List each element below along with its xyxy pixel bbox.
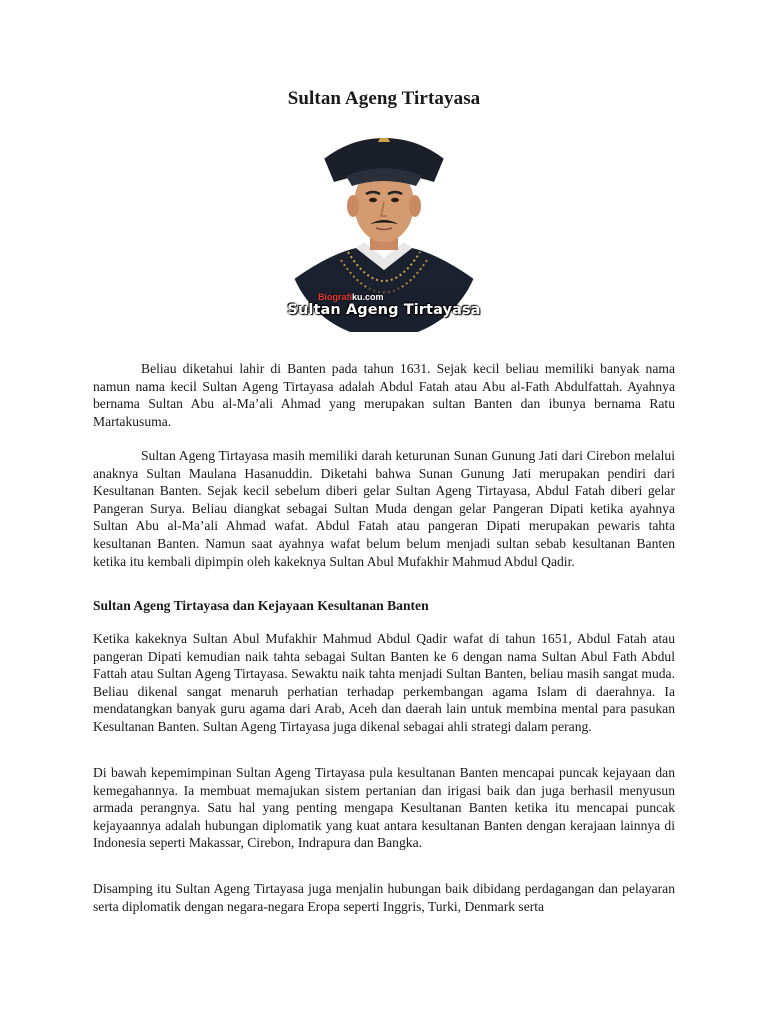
image-caption: Sultan Ageng Tirtayasa xyxy=(287,302,481,318)
paragraph-2 xyxy=(93,447,675,570)
paragraph-text: Beliau diketahui lahir di Banten pada tahun 1631. Sejak kecil beliau memiliki banyak nama namun nama kecil Sultan Ageng Tirtayasa adalah Abdul Fatah atau Abu al-Fath Abdulfattah. Ayahnya bernama Sultan Abu al-Ma’ali Ahmad yang merupakan sultan Banten dan ibunya bernama Ratu Martakusuma. xyxy=(93,361,675,429)
paragraph-text: Di bawah kepemimpinan Sultan Ageng Tirtayasa pula kesultanan Banten mencapai puncak kejayaan dan kemegahannya. Ia membuat memajukan sistem pertanian dan irigasi baik dan juga berhasil menyusun armada perangnya. Satu hal yang penting mengapa Kesultanan Banten ketika itu mencapai puncak kejayaannya adalah hubungan diplomatik yang kuat antara kesultanan Banten dengan kerajaan lainnya di Indonesia seperti Makassar, Cirebon, Indrapura dan Bangka. xyxy=(93,765,675,851)
page-title: Sultan Ageng Tirtayasa xyxy=(287,88,481,109)
portrait-image xyxy=(286,120,482,332)
paragraph-text: Disamping itu Sultan Ageng Tirtayasa juga menjalin hubungan baik dibidang perdagangan dan pelayaran serta diplomatik dengan negara-negara Eropa seperti Inggris, Turki, Denmark serta xyxy=(93,881,675,914)
paragraph-text: Sultan Ageng Tirtayasa masih memiliki darah keturunan Sunan Gunung Jati dari Cirebon melalui anaknya Sultan Maulana Hasanuddin. Diketahi bahwa Sunan Gunung Jati merupakan pendiri dari Kesultanan Banten. Sejak kecil sebelum diberi gelar Sultan Ageng Tirtayasa, Abdul Fatah diberi gelar Pangeran Surya. Beliau diangkat sebagai Sultan Muda dengan gelar Pangeran Dipati ketika ayahnya Sultan Abu al-Ma’ali Ahmad wafat. Abdul Fatah atau pangeran Dipati merupakan pewaris tahta kesultanan Banten. Namun saat ayahnya wafat belum belum menjadi sultan sebab kesultanan Banten ketika itu kembali dipimpin oleh kakeknya Sultan Abul Mufakhir Mahmud Abdul Qadir. xyxy=(93,448,675,569)
section-paragraph-3 xyxy=(93,880,675,915)
section-paragraph-2 xyxy=(93,764,675,852)
paragraph-1 xyxy=(93,360,675,430)
section-paragraph-1 xyxy=(93,630,675,736)
image-site-label: Biografiku.com xyxy=(318,292,384,302)
section-heading: Sultan Ageng Tirtayasa dan Kejayaan Kesultanan Banten xyxy=(93,598,429,613)
paragraph-text: Ketika kakeknya Sultan Abul Mufakhir Mahmud Abdul Qadir wafat di tahun 1651, Abdul Fatah atau pangeran Dipati kemudian naik tahta sebagai Sultan Banten ke 6 dengan nama Sultan Abul Fath Abdul Fattah atau Sultan Ageng Tirtayasa. Sewaktu naik tahta menjadi Sultan Banten, beliau masih sangat muda. Beliau dikenal sangat menaruh perhatian terhadap perkembangan agama Islam di daerahnya. Ia mendatangkan banyak guru agama dari Arab, Aceh dan daerah lain untuk membina mental para pasukan Kesultanan Banten. Sultan Ageng Tirtayasa juga dikenal sebagai ahli strategi dalam perang. xyxy=(93,631,675,734)
